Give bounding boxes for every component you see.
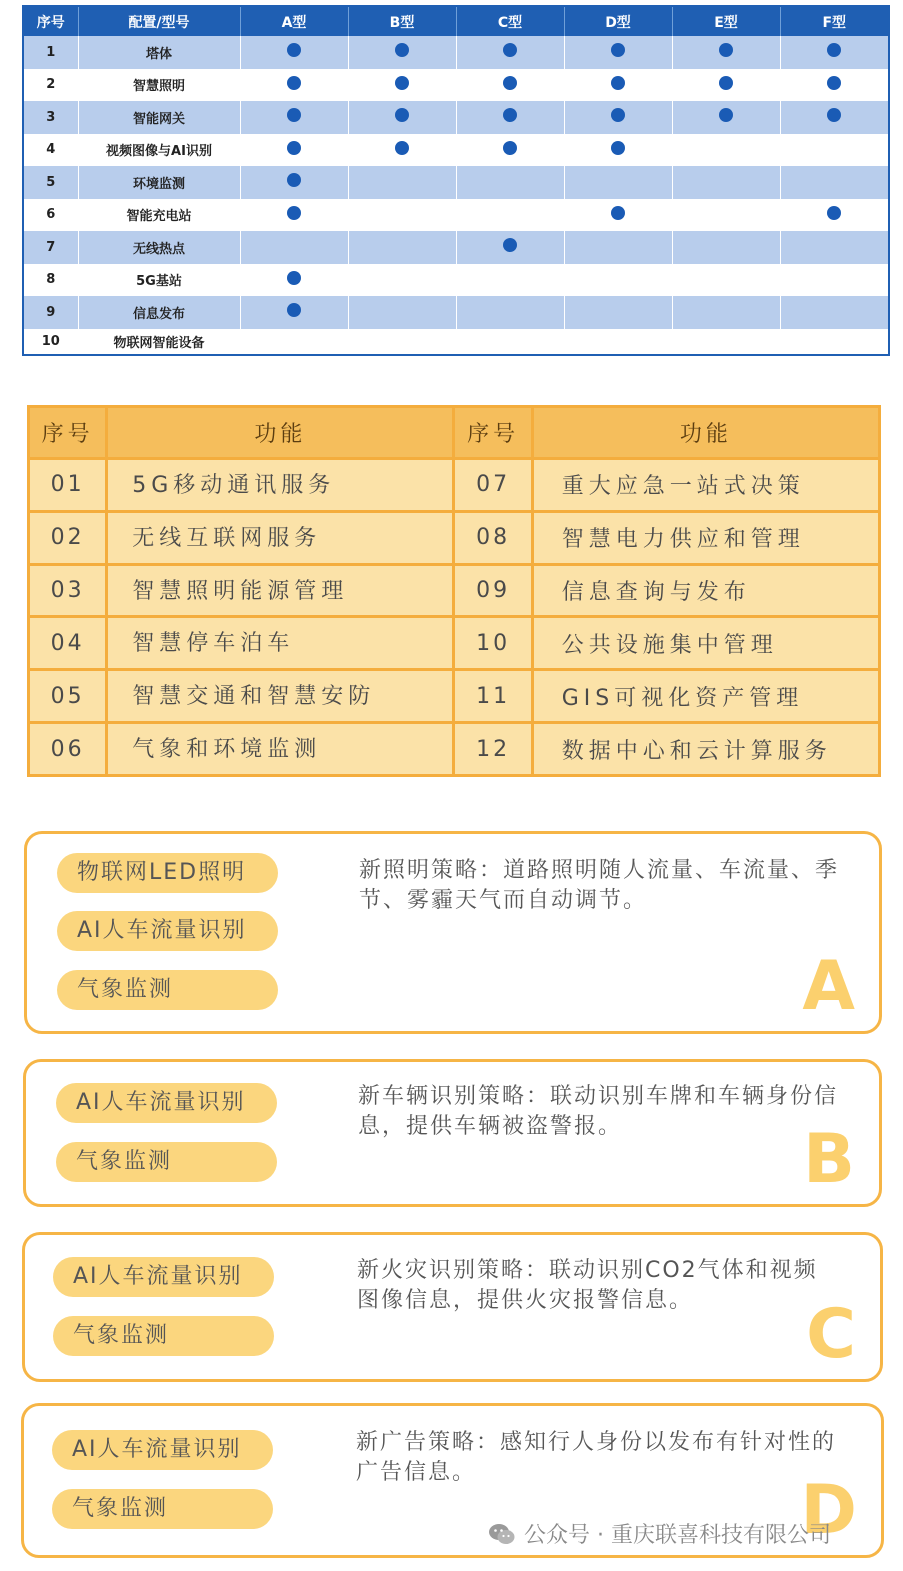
included-dot-icon xyxy=(287,173,301,187)
strategy-description: 新车辆识别策略：联动识别车牌和车辆身份信息，提供车辆被盗警报。 xyxy=(358,1084,839,1139)
included-dot-icon xyxy=(611,43,625,57)
function-row xyxy=(29,670,880,723)
config-mark-cell xyxy=(780,166,889,199)
config-mark-cell xyxy=(348,296,456,329)
config-row xyxy=(23,264,889,297)
included-dot-icon xyxy=(611,206,625,220)
config-mark-cell xyxy=(672,264,780,297)
included-dot-icon xyxy=(611,108,625,122)
function-header-row xyxy=(29,407,880,459)
config-mark-cell xyxy=(240,199,348,232)
strategy-description: 新广告策略：感知行人身份以发布有针对性的广告信息。 xyxy=(356,1430,837,1485)
config-mark-cell xyxy=(780,36,889,69)
config-row-number: 2 xyxy=(23,69,78,102)
config-row-number: 4 xyxy=(23,134,78,167)
config-row-number: 3 xyxy=(23,101,78,134)
function-header-cell: 序号 xyxy=(29,407,107,459)
config-mark-cell xyxy=(564,296,672,329)
config-mark-cell xyxy=(564,231,672,264)
included-dot-icon xyxy=(827,206,841,220)
included-dot-icon xyxy=(719,108,733,122)
feature-tag: AI人车流量识别 xyxy=(57,911,278,951)
included-dot-icon xyxy=(287,43,301,57)
function-name: 智慧电力供应和管理 xyxy=(532,511,879,564)
config-mark-cell xyxy=(672,231,780,264)
function-header-cell: 功能 xyxy=(532,407,879,459)
feature-tag: AI人车流量识别 xyxy=(53,1257,274,1297)
config-mark-cell xyxy=(564,264,672,297)
included-dot-icon xyxy=(287,108,301,122)
config-mark-cell xyxy=(672,199,780,232)
config-row xyxy=(23,296,889,329)
config-row xyxy=(23,231,889,264)
config-row xyxy=(23,69,889,102)
strategy-letter: B xyxy=(803,1120,855,1199)
strategy-card-c xyxy=(22,1232,883,1382)
included-dot-icon xyxy=(287,206,301,220)
function-number: 05 xyxy=(29,670,107,723)
included-dot-icon xyxy=(719,43,733,57)
strategy-card-a xyxy=(24,831,882,1034)
config-header-cell: E型 xyxy=(672,6,780,36)
function-name: 数据中心和云计算服务 xyxy=(532,723,879,776)
included-dot-icon xyxy=(287,271,301,285)
config-header-cell: D型 xyxy=(564,6,672,36)
config-header-cell: B型 xyxy=(348,6,456,36)
config-mark-cell xyxy=(672,296,780,329)
config-mark-cell xyxy=(240,264,348,297)
config-mark-cell xyxy=(780,231,889,264)
wechat-icon xyxy=(488,1522,516,1546)
included-dot-icon xyxy=(827,76,841,90)
config-mark-cell xyxy=(240,36,348,69)
function-number: 02 xyxy=(29,511,107,564)
function-row xyxy=(29,617,880,670)
function-number: 11 xyxy=(454,670,532,723)
config-row xyxy=(23,329,889,355)
config-row-name: 智慧照明 xyxy=(78,69,240,102)
feature-tag: 气象监测 xyxy=(52,1489,273,1529)
watermark xyxy=(488,1518,831,1549)
config-mark-cell xyxy=(780,264,889,297)
config-header-cell: 序号 xyxy=(23,6,78,36)
included-dot-icon xyxy=(503,76,517,90)
config-row xyxy=(23,36,889,69)
config-mark-cell xyxy=(240,134,348,167)
config-mark-cell xyxy=(564,36,672,69)
feature-tag: 气象监测 xyxy=(57,970,278,1010)
config-mark-cell xyxy=(456,264,564,297)
included-dot-icon xyxy=(395,141,409,155)
config-row-name: 环境监测 xyxy=(78,166,240,199)
function-name: 智慧照明能源管理 xyxy=(107,564,454,617)
config-mark-cell xyxy=(456,329,564,355)
function-number: 01 xyxy=(29,459,107,512)
config-header-row xyxy=(23,6,889,36)
config-row-number: 5 xyxy=(23,166,78,199)
config-mark-cell xyxy=(672,329,780,355)
config-row-number: 6 xyxy=(23,199,78,232)
config-mark-cell xyxy=(672,36,780,69)
config-mark-cell xyxy=(240,69,348,102)
config-mark-cell xyxy=(348,231,456,264)
included-dot-icon xyxy=(503,141,517,155)
function-table xyxy=(27,405,881,777)
config-mark-cell xyxy=(348,101,456,134)
config-mark-cell xyxy=(456,69,564,102)
included-dot-icon xyxy=(719,76,733,90)
included-dot-icon xyxy=(395,108,409,122)
config-row-number: 9 xyxy=(23,296,78,329)
config-row-name: 信息发布 xyxy=(78,296,240,329)
config-mark-cell xyxy=(672,134,780,167)
config-mark-cell xyxy=(564,199,672,232)
config-mark-cell xyxy=(348,329,456,355)
config-table xyxy=(22,5,890,356)
config-row xyxy=(23,199,889,232)
config-mark-cell xyxy=(564,166,672,199)
function-header-cell: 序号 xyxy=(454,407,532,459)
config-mark-cell xyxy=(456,199,564,232)
config-mark-cell xyxy=(240,101,348,134)
config-mark-cell xyxy=(456,101,564,134)
config-mark-cell xyxy=(348,199,456,232)
config-row xyxy=(23,101,889,134)
config-mark-cell xyxy=(780,329,889,355)
strategy-description: 新照明策略：道路照明随人流量、车流量、季节、雾霾天气而自动调节。 xyxy=(359,858,840,913)
config-mark-cell xyxy=(564,101,672,134)
config-mark-cell xyxy=(456,296,564,329)
function-number: 09 xyxy=(454,564,532,617)
config-mark-cell xyxy=(564,134,672,167)
config-row-number: 8 xyxy=(23,264,78,297)
config-row-name: 5G基站 xyxy=(78,264,240,297)
config-mark-cell xyxy=(240,296,348,329)
config-mark-cell xyxy=(240,166,348,199)
config-mark-cell xyxy=(780,199,889,232)
function-row xyxy=(29,564,880,617)
config-header-cell: 配置/型号 xyxy=(78,6,240,36)
function-row xyxy=(29,459,880,512)
config-mark-cell xyxy=(240,329,348,355)
config-mark-cell xyxy=(780,101,889,134)
included-dot-icon xyxy=(503,238,517,252)
watermark-text: 公众号 · 重庆联喜科技有限公司 xyxy=(524,1523,831,1548)
included-dot-icon xyxy=(287,141,301,155)
function-number: 07 xyxy=(454,459,532,512)
function-row xyxy=(29,511,880,564)
config-mark-cell xyxy=(348,166,456,199)
included-dot-icon xyxy=(503,43,517,57)
config-mark-cell xyxy=(672,69,780,102)
function-name: 智慧交通和智慧安防 xyxy=(107,670,454,723)
config-mark-cell xyxy=(780,296,889,329)
config-mark-cell xyxy=(348,69,456,102)
config-header-cell: C型 xyxy=(456,6,564,36)
config-mark-cell xyxy=(456,36,564,69)
config-row-name: 视频图像与AI识别 xyxy=(78,134,240,167)
feature-tag: AI人车流量识别 xyxy=(52,1430,273,1470)
config-mark-cell xyxy=(456,134,564,167)
function-name: GIS可视化资产管理 xyxy=(532,670,879,723)
config-row-number: 7 xyxy=(23,231,78,264)
included-dot-icon xyxy=(287,303,301,317)
feature-tag: 气象监测 xyxy=(53,1316,274,1356)
config-mark-cell xyxy=(780,134,889,167)
function-name: 无线互联网服务 xyxy=(107,511,454,564)
config-row xyxy=(23,166,889,199)
config-row-name: 智能网关 xyxy=(78,101,240,134)
config-row-name: 智能充电站 xyxy=(78,199,240,232)
function-number: 03 xyxy=(29,564,107,617)
strategy-letter: D xyxy=(800,1471,857,1550)
config-header-cell: F型 xyxy=(780,6,889,36)
config-row xyxy=(23,134,889,167)
config-row-number: 1 xyxy=(23,36,78,69)
function-table-body xyxy=(29,459,880,776)
function-name: 智慧停车泊车 xyxy=(107,617,454,670)
included-dot-icon xyxy=(287,76,301,90)
function-name: 信息查询与发布 xyxy=(532,564,879,617)
function-name: 重大应急一站式决策 xyxy=(532,459,879,512)
function-number: 10 xyxy=(454,617,532,670)
config-row-name: 无线热点 xyxy=(78,231,240,264)
feature-tag: 物联网LED照明 xyxy=(57,853,278,893)
strategy-letter: A xyxy=(802,947,855,1026)
config-mark-cell xyxy=(348,264,456,297)
config-mark-cell xyxy=(780,69,889,102)
function-name: 5G移动通讯服务 xyxy=(107,459,454,512)
function-row xyxy=(29,723,880,776)
config-mark-cell xyxy=(456,166,564,199)
strategy-letter: C xyxy=(806,1295,856,1374)
function-number: 04 xyxy=(29,617,107,670)
included-dot-icon xyxy=(395,76,409,90)
config-mark-cell xyxy=(564,329,672,355)
config-table-body xyxy=(23,36,889,355)
config-mark-cell xyxy=(348,36,456,69)
included-dot-icon xyxy=(827,108,841,122)
function-header-cell: 功能 xyxy=(107,407,454,459)
strategy-card-b xyxy=(23,1059,882,1207)
config-row-name: 物联网智能设备 xyxy=(78,329,240,355)
function-name: 公共设施集中管理 xyxy=(532,617,879,670)
config-mark-cell xyxy=(456,231,564,264)
included-dot-icon xyxy=(611,141,625,155)
config-row-name: 塔体 xyxy=(78,36,240,69)
feature-tag: 气象监测 xyxy=(56,1142,277,1182)
config-row-number: 10 xyxy=(23,329,78,355)
config-mark-cell xyxy=(672,166,780,199)
included-dot-icon xyxy=(611,76,625,90)
function-number: 06 xyxy=(29,723,107,776)
config-mark-cell xyxy=(348,134,456,167)
config-mark-cell xyxy=(672,101,780,134)
config-header-cell: A型 xyxy=(240,6,348,36)
included-dot-icon xyxy=(503,108,517,122)
config-mark-cell xyxy=(240,231,348,264)
included-dot-icon xyxy=(395,43,409,57)
function-number: 12 xyxy=(454,723,532,776)
strategy-description: 新火灾识别策略：联动识别CO2气体和视频图像信息，提供火灾报警信息。 xyxy=(357,1258,818,1313)
feature-tag: AI人车流量识别 xyxy=(56,1083,277,1123)
config-mark-cell xyxy=(564,69,672,102)
included-dot-icon xyxy=(827,43,841,57)
function-number: 08 xyxy=(454,511,532,564)
function-name: 气象和环境监测 xyxy=(107,723,454,776)
